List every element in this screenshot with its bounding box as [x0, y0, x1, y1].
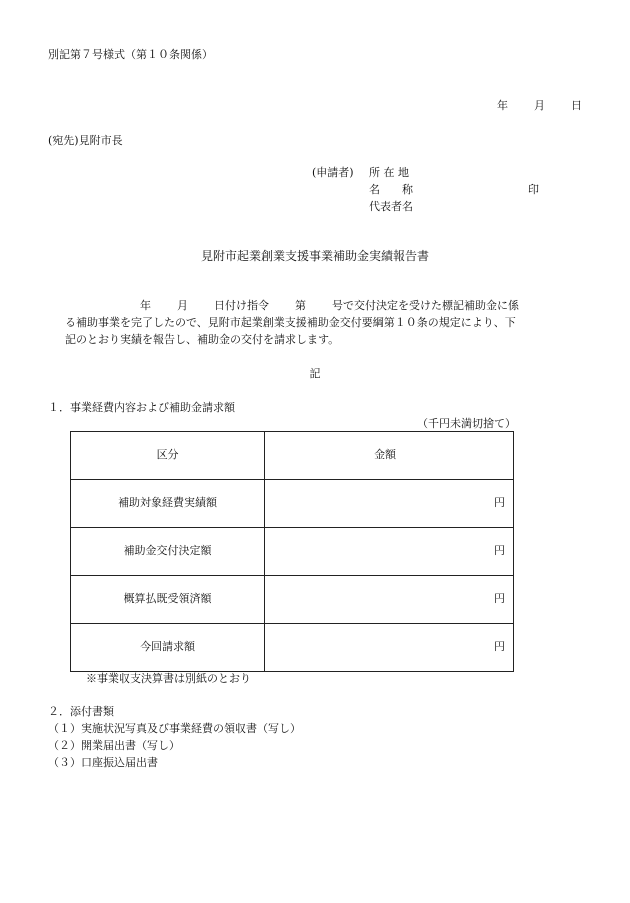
form-id: 別記第７号様式（第１０条関係） — [48, 48, 213, 61]
body-number-prefix: 第 — [295, 299, 306, 312]
table-row — [71, 480, 514, 528]
ki-marker: 記 — [309, 367, 321, 380]
date-line — [497, 99, 582, 113]
body-day-suffix: 日付け指令 — [214, 299, 269, 312]
table-header-row — [71, 432, 514, 480]
header-category: 区分 — [71, 432, 265, 480]
table-row — [71, 576, 514, 624]
header-amount: 金額 — [265, 432, 514, 480]
section1-heading: １．事業経費内容および補助金請求額 — [48, 401, 235, 414]
address-label: 所 在 地 — [369, 166, 409, 179]
row-amount-unit: 円 — [265, 480, 514, 528]
name-label: 名 称 — [369, 183, 413, 196]
applicant-block — [312, 166, 413, 217]
row-category: 補助金交付決定額 — [71, 528, 265, 576]
list-item: （１）実施状況写真及び事業経費の領収書（写し） — [48, 722, 301, 735]
list-item: （２）開業届出書（写し） — [48, 739, 180, 752]
body-line3: 記のとおり実績を報告し、補助金の交付を請求します。 — [65, 333, 340, 346]
date-month: 月 — [534, 99, 545, 112]
body-line1-rest: 号で交付決定を受けた標記補助金に係 — [332, 299, 519, 312]
table-note: ※事業収支決算書は別紙のとおり — [86, 672, 251, 685]
row-amount-unit: 円 — [265, 528, 514, 576]
section2-heading: ２．添付書類 — [48, 705, 114, 718]
row-category: 補助対象経費実績額 — [71, 480, 265, 528]
body-month: 月 — [177, 299, 188, 312]
date-year: 年 — [497, 99, 508, 112]
date-day: 日 — [571, 99, 582, 112]
body-line2: る補助事業を完了したので、見附市起業創業支援補助金交付要綱第１０条の規定により、下 — [65, 316, 516, 329]
row-amount-unit: 円 — [265, 624, 514, 672]
table-row — [71, 624, 514, 672]
addressee: (宛先)見附市長 — [48, 134, 123, 147]
representative-label: 代表者名 — [369, 200, 413, 213]
body-year: 年 — [140, 299, 151, 312]
document-title: 見附市起業創業支援事業補助金実績報告書 — [200, 249, 429, 263]
applicant-role: (申請者) — [312, 166, 354, 179]
amounts-table — [70, 431, 514, 672]
row-category: 概算払既受領済額 — [71, 576, 265, 624]
table-row — [71, 528, 514, 576]
body-paragraph — [65, 297, 585, 348]
attachment-list — [48, 722, 301, 773]
list-item: （３）口座振込届出書 — [48, 756, 158, 769]
unit-note: （千円未満切捨て） — [417, 417, 516, 430]
row-category: 今回請求額 — [71, 624, 265, 672]
seal-mark: 印 — [528, 183, 539, 196]
row-amount-unit: 円 — [265, 576, 514, 624]
